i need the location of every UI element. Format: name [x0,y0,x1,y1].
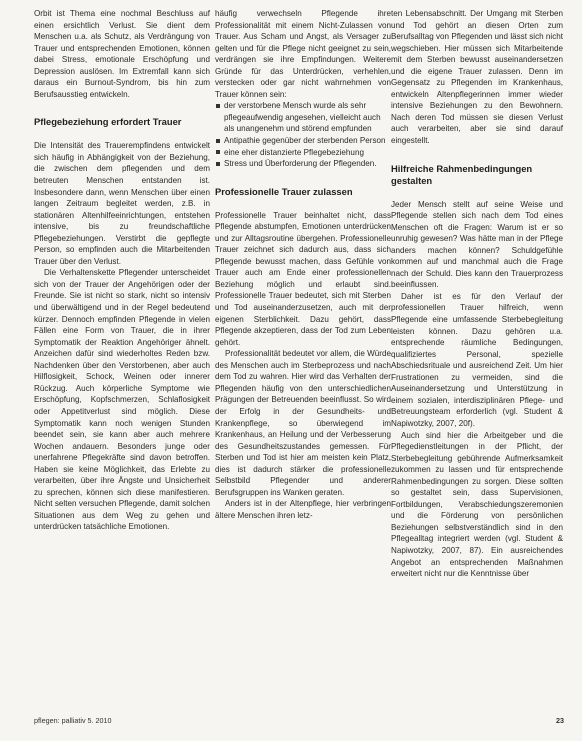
paragraph: Orbit ist Thema eine nochmal Beschluss auf einen ersichtlich Verlust. Sie dient dem Menschen u.a. als Schutz, als Verdrängung von Trauer und entsprechenden Emotionen, können dabei Stress, emotionale Erschöpfung und Depression auslösen. Im Extremfall kann sich daraus ein Burnout-Syndrom, bis hin zum Berufsausstieg entwickeln. [34,9,210,99]
section-heading: Professionelle Trauer zulassen [215,185,353,197]
paragraph: Professionelle Trauer beinhaltet nicht, dass Pflegende abstumpfen, Emotionen unterdrücken und zur Alltagsroutine übergehen. Professionelle Trauer zeichnet sich dadurch aus, dass sich Pflegende bewusst machen, dass Gefühle von Trauer auch am Ende einer professionellen Beziehung möglich und erlaubt sind. Professionelle Trauer bedeutet, sich mit Sterben und Tod auseinanderzusetzen, auch mit der eigenen Sterblichkeit. Dazu gehört, dass Pflegende akzeptieren, dass der Tod zum Leben gehört. [215,210,391,347]
text-column-1 [34,8,210,533]
page-footer [34,716,564,725]
list-item: Antipathie gegenüber der sterbenden Person [215,135,391,147]
paragraph: Jeder Mensch stellt auf seine Weise und Pflegende stellen sich nach dem Tod eines Menschen oft die Fragen: Warum ist er so unruhig gewesen? Was hätte man in der Pflege anders machen können? Schuldgefühle kommen auf und manchmal auch die Frage nach der Schuld. Dies kann den Trauerprozess beeinflussen. [391,199,563,290]
section-heading: Hilfreiche Rahmenbedingungen gestalten [391,162,533,186]
paragraph: Auch sind hier die Arbeitgeber und die Pflegedienstleitungen in der Pflicht, der Sterbebegleitung gebührende Aufmerksamkeit zukommen zu lassen und für entsprechende Rahmenbedingungen zu sorgen. Diese sollten so gestaltet sein, dass Supervisionen, Fortbildungen, Verabschiedungszeremonien und die Förderung von persönlichen Beziehungen selbstverständlich sind in den Pflegealltag integriert werden (vgl. Student & Napiwotzky, 2007, 87). Ein ausreichendes Angebot an entsprechenden Maßnahmen erweitert nicht nur die Kenntnisse über [391,430,563,579]
paragraph: Die Intensität des Trauerempfindens entwickelt sich häufig in Abhängigkeit von der Beziehung, die zwischen dem pflegenden und dem betreuten Menschen entstanden ist. Insbesondere dann, wenn Menschen über einen langen Zeitraum begleitet werden, z.B. in stationären Altenhilfeeinrichtungen, entstehen intensive, bis zu freundschaftliche Pflegebeziehungen. Verstirbt die gepflegte Person, so empfinden auch die Mitarbeitenden Trauer über den Verlust. [34,141,210,266]
paragraph: Die Verhaltenskette Pflegender unterscheidet sich von der Trauer der Angehörigen oder der Freunde. Sie ist nicht so stark, nicht so intensiv und überwältigend und in der Regel bedeutend kürzer. Dennoch empfinden Pflegende in vielen Fällen eine Form von Trauer, die in ihrer Symptomatik der Reaktion Angehöriger ähnelt. Anzeichen dafür sind wiederholtes Reden bzw. Nachdenken über den Verstorbenen, aber auch Hilflosigkeit, Schock, Weinen oder innerer Rückzug. Auch körperliche Symptome wie Erschöpfung, Kopfschmerzen, Schlaflosigkeit oder Appetitverlust sind möglich. Diese Symptomatik kann noch wenigen Stunden beendet sein, sie kann aber auch mehrere Wochen andauern. Besonders junge oder unerfahrene Pflegekräfte sind davon betroffen. Haben sie keine Möglichkeit, das Erlebte zu verarbeiten, über ihre Ängste und Unsicherheit zu sprechen, können sich diese manifestieren. Nicht selten versuchen Pflegende, damit solchen Situationen aus dem Weg zu gehen und unterdrücken tatsächliche Emotionen. [34,268,210,532]
text-column-2 [215,8,391,521]
list-item: eine eher distanzierte Pflegebeziehung [215,147,391,159]
text-column-3 [391,8,563,580]
journal-issue-label: pflegen: palliativ 5. 2010 [34,716,112,725]
page-number: 23 [556,716,564,725]
paragraph: Professionalität bedeutet vor allem, die Würde des Menschen auch im Sterbeprozess und nach dem Tod zu wahren. Hier wird das Verhalten der Pflegenden häufig von den unterschiedlichen Prägungen der Betreuenden beeinflusst. So wird der Erfolg in der Gesundheits- und Krankenpflege, so überwiegend im Krankenhaus, an Heilung und der Verbesserung des Gesundheitszustandes gemessen. Für Sterben und Tod ist hier am meisten kein Platz, dies ist dadurch stärker die professionelle Selbstbild Pflegender und anderer Berufsgruppen ins Wanken geraten. [215,349,391,497]
bullet-list [215,100,391,169]
paragraph: ten Lebensabschnitt. Der Umgang mit Sterben und Tod gehört an diesen Orten zum Berufsalltag von Pflegenden und lässt sich nicht wegschieben. Hier müssen sich Mitarbeitende mit dem Sterben bewusst auseinandersetzen und die eigene Trauer zulassen. Denn im Gegensatz zu Pflegenden im Krankenhaus, entwickeln Altenpflegerinnen immer wieder intensive Beziehungen zu den Bewohnern. Nach deren Tod müssen sie diesen Verlust auch verarbeiten, aber sie sind darauf eingestellt. [391,9,563,146]
list-item: Stress und Überforderung der Pflegenden. [215,158,391,170]
paragraph: häufig verwechseln Pflegende ihre Professionalität mit einem Nicht-Zulassen von Trauer. Aus Scham und Angst, als Versager zu gelten und für die Pflege nicht geeignet zu sein, verdrängen sie ihre Empfindungen. Weitere Gründe für das Unterdrücken, verhehlen, verstecken oder gar nicht wahrnehmen von Trauer können sein: [215,9,391,99]
list-item: der verstorbene Mensch wurde als sehr pflegeaufwendig angesehen, vielleicht auch als unangenehm und störend empfunden [215,100,391,135]
paragraph: Daher ist es für den Verlauf der professionellen Trauer hilfreich, wenn Pflegende eine umfassende Sterbebegleitung leisten können. Dazu gehören u.a. entsprechende räumliche Bedingungen, qualifiziertes Personal, spezielle Abschiedsrituale und ausreichend Zeit. Um hier Frustrationen zu vermeiden, sind die Auseinandersetzung und Unterstützung in einem sozialen, interdisziplinären Pflege- und Betreuungsteam erforderlich (vgl. Student & Napiwotzky, 2007, 20f). [391,291,563,428]
paragraph: Anders ist in der Altenpflege, hier verbringen ältere Menschen ihren letz- [215,499,391,520]
section-heading: Pflegebeziehung erfordert Trauer [34,116,182,128]
